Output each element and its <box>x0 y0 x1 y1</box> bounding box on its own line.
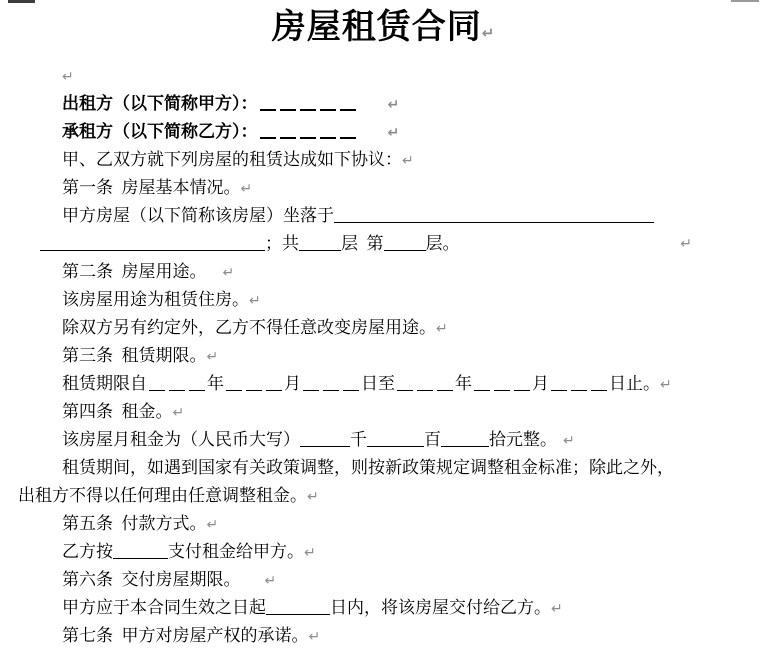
document-line <box>18 314 762 342</box>
fill-in-blank-underline <box>299 246 341 251</box>
paragraph-mark-icon: ↵ <box>387 125 400 141</box>
fill-in-blank-underline <box>334 218 654 223</box>
line-text: 出租方（以下简称甲方）： <box>62 94 258 113</box>
blank-dash <box>494 386 510 391</box>
blank-dash <box>320 105 336 111</box>
document-line <box>18 202 762 230</box>
fill-in-blank-underline <box>113 554 168 559</box>
document-line <box>18 62 762 90</box>
fill-in-blank-underline <box>384 246 426 251</box>
blank-dash <box>340 105 356 111</box>
document-line <box>18 482 762 510</box>
page-margin-crop-mark-left <box>8 0 35 3</box>
line-text: 租赁期间，如遇到国家有关政策调整，则按新政策规定调整租金标准；除此之外， <box>62 458 674 477</box>
line-text: 甲、乙双方就下列房屋的租赁达成如下协议： <box>62 150 402 169</box>
document-line <box>18 146 762 174</box>
blank-dash <box>474 386 490 391</box>
blank-dash <box>320 133 336 139</box>
blank-dash <box>340 133 356 139</box>
fill-in-blank-underline <box>367 442 424 447</box>
blank-dash <box>226 386 242 391</box>
paragraph-mark-icon: ↵ <box>206 517 219 533</box>
line-text: 年 <box>455 374 472 393</box>
fill-in-blank-dashes <box>224 374 284 393</box>
fill-in-blank-dashes <box>258 94 358 113</box>
line-text: 承租方（以下简称乙方）： <box>62 122 258 141</box>
blank-dash <box>280 105 296 111</box>
document-line <box>18 118 762 146</box>
fill-in-blank-dashes <box>472 374 532 393</box>
blank-dash <box>300 105 316 111</box>
line-text: 日止。 <box>609 374 660 393</box>
paragraph-mark-icon: ↵ <box>680 236 692 252</box>
line-text: 甲方房屋（以下简称该房屋）坐落于 <box>62 206 334 225</box>
paragraph-mark-icon: ↵ <box>436 321 448 337</box>
document-body <box>0 62 762 650</box>
line-text: 该房屋月租金为（人民币大写） <box>62 430 300 449</box>
blank-dash <box>169 386 185 391</box>
blank-dash <box>280 133 296 139</box>
fill-in-blank-underline <box>300 442 350 447</box>
paragraph-mark-icon: ↵ <box>402 153 414 169</box>
line-text: 年 <box>207 374 224 393</box>
document-line <box>18 622 762 650</box>
line-text: 百 <box>424 430 441 449</box>
paragraph-mark-icon: ↵ <box>206 349 219 365</box>
blank-dash <box>266 386 282 391</box>
line-text: 月 <box>532 374 549 393</box>
line-text: 第三条 租赁期限。 <box>62 346 207 365</box>
blank-dash <box>343 386 359 391</box>
paragraph-mark-icon: ↵ <box>563 433 575 449</box>
fill-in-blank-dashes <box>301 374 361 393</box>
line-text: 千 <box>350 430 367 449</box>
line-text: 层 第 <box>341 234 384 253</box>
line-text: 第七条 甲方对房屋产权的承诺。 <box>62 626 309 645</box>
line-text: 第五条 付款方式。 <box>62 514 207 533</box>
document-title-text: 房屋租赁合同 <box>271 8 482 46</box>
fill-in-blank-underline <box>441 442 489 447</box>
blank-dash <box>260 133 276 139</box>
blank-dash <box>437 386 453 391</box>
document-line <box>18 230 762 258</box>
paragraph-mark-icon: ↵ <box>660 377 672 393</box>
line-text: 第二条 房屋用途。 <box>62 262 207 281</box>
line-text: 日至 <box>361 374 395 393</box>
document-line <box>18 594 762 622</box>
line-text: 拾元整。 <box>489 430 557 449</box>
line-text: 第六条 交付房屋期限。 <box>62 570 241 589</box>
line-text: 层。 <box>425 234 460 253</box>
paragraph-mark-icon: ↵ <box>387 97 400 113</box>
line-text: ；共 <box>265 234 299 253</box>
page-margin-crop-mark-right <box>731 0 759 2</box>
line-text: 甲方应于本合同生效之日起 <box>62 598 266 617</box>
document-line <box>18 510 762 538</box>
paragraph-mark-icon: ↵ <box>304 545 316 561</box>
blank-dash <box>417 386 433 391</box>
line-text: 乙方按 <box>62 542 113 561</box>
document-line <box>18 426 762 454</box>
line-text: 出租方不得以任何理由任意调整租金。 <box>18 486 307 505</box>
blank-dash <box>551 386 567 391</box>
line-text: 支付租金给甲方。 <box>168 542 304 561</box>
line-text: 该房屋用途为租赁住房。 <box>62 290 249 309</box>
blank-dash <box>323 386 339 391</box>
blank-dash <box>571 386 587 391</box>
paragraph-mark-icon: ↵ <box>264 573 277 589</box>
document-line <box>18 258 762 286</box>
blank-dash <box>514 386 530 391</box>
blank-dash <box>260 105 276 111</box>
blank-dash <box>246 386 262 391</box>
document-line <box>18 90 762 118</box>
blank-dash <box>189 386 205 391</box>
document-line <box>18 454 762 482</box>
fill-in-blank-underline <box>266 610 330 615</box>
fill-in-blank-underline <box>40 246 265 251</box>
paragraph-mark-icon: ↵ <box>240 181 253 197</box>
document-line <box>18 286 762 314</box>
paragraph-mark-icon: ↵ <box>308 629 321 645</box>
paragraph-mark-icon: ↵ <box>62 69 74 85</box>
document-line <box>18 370 762 398</box>
line-text: 第四条 租金。 <box>62 402 173 421</box>
paragraph-mark-icon: ↵ <box>307 489 319 505</box>
line-text: 除双方另有约定外，乙方不得任意改变房屋用途。 <box>62 318 436 337</box>
blank-dash <box>300 133 316 139</box>
blank-dash <box>591 386 607 391</box>
fill-in-blank-dashes <box>258 122 358 141</box>
document-line <box>18 566 762 594</box>
document-line <box>18 342 762 370</box>
blank-dash <box>397 386 413 391</box>
document-title <box>0 6 766 54</box>
blank-dash <box>149 386 165 391</box>
paragraph-mark-icon: ↵ <box>481 24 495 42</box>
fill-in-blank-dashes <box>549 374 609 393</box>
document-line <box>18 174 762 202</box>
paragraph-mark-icon: ↵ <box>551 601 563 617</box>
line-text: 第一条 房屋基本情况。 <box>62 178 241 197</box>
blank-dash <box>303 386 319 391</box>
fill-in-blank-dashes <box>147 374 207 393</box>
document-line <box>18 538 762 566</box>
paragraph-mark-icon: ↵ <box>222 265 235 281</box>
line-text: 租赁期限自 <box>62 374 147 393</box>
document-line <box>18 398 762 426</box>
paragraph-mark-icon: ↵ <box>172 405 185 421</box>
fill-in-blank-dashes <box>395 374 455 393</box>
line-text: 月 <box>284 374 301 393</box>
paragraph-mark-icon: ↵ <box>249 293 261 309</box>
line-text: 日内，将该房屋交付给乙方。 <box>330 598 551 617</box>
